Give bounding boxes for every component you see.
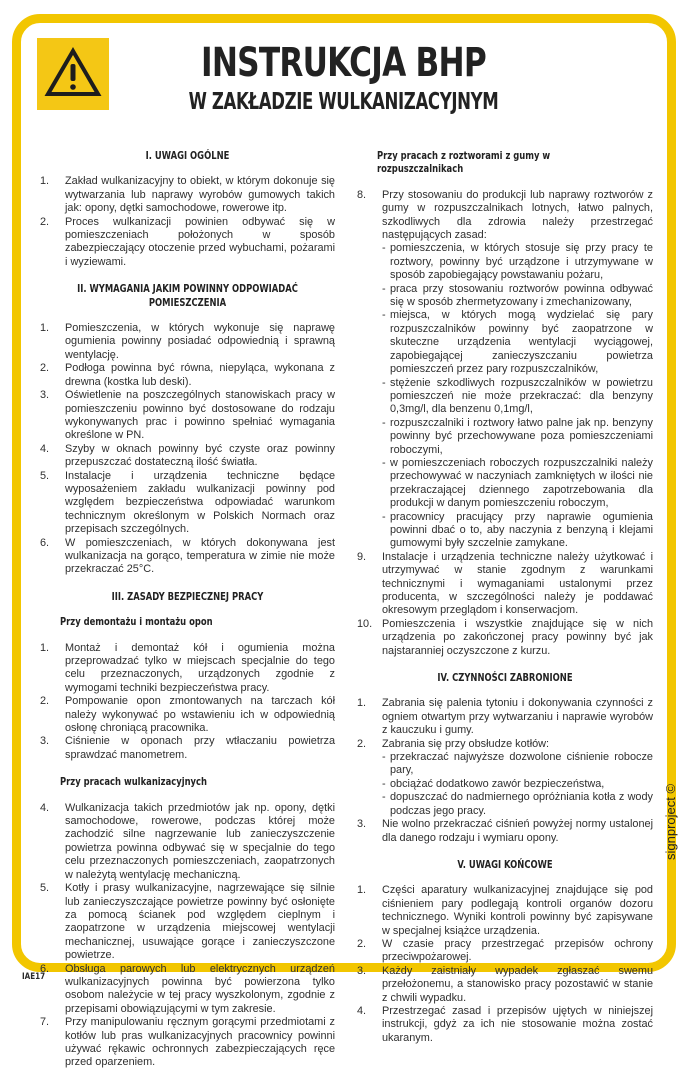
brand-label: signproject © — [663, 783, 678, 860]
bullet-item: - obciążać dodatkowo zawór bezpieczeństwa, — [382, 777, 605, 790]
left-column — [40, 150, 335, 1070]
list-item: 8. Przy stosowaniu do produkcji lub naprawy roztworów z gumy w rozpuszczalnikach lotnych, łatwo palnych, szkodliwych dla zdrowia należy przestrzegać następujących zasad: - pomieszczenia, w których stosuje się przy pracy te roztwory, powinny być urządzone i utrzymywane w sposób zapobiegający powstawaniu pożaru, - praca przy stosowaniu roztworów powinna odbywać się w sposób zhermetyzowany i zmechanizowany, - miejsca, w których mogą wydzielać się pary rozpuszczalników powinny być zaopatrzone w skuteczne urządzenia wentylacji wyciągowej, zapobiegającej zanieczyszczaniu powietrza pomieszczeń przez pary rozpuszczalników, - stężenie szkodliwych rozpuszczalników w powietrzu pomieszczeń nie może przekraczać: dla benzyny 0,3mg/l, dla benzenu 0,1mg/l, - rozpuszczalniki i roztwory łatwo palne jak np. benzyny powinny być przechowywane poza pomieszczeniami roboczymi, - w pomieszczeniach roboczych rozpuszczalniki należy przechowywać w naczyniach zamkniętych w ilości nie przekraczającej dziennego zapotrzebowania dla produkcji w danym pomieszczeniu roboczym, - pracownicy pracujący przy naprawie ogumienia powinni dbać o to, aby naczynia z benzyną i klejami gumowymi były szczelnie zamykane. — [357, 188, 653, 550]
bullet-item: - pomieszczenia, w których stosuje się przy pracy te roztwory, powinny być urządzone i utrzymywane w sposób zapobiegający powstawaniu pożaru, — [382, 242, 653, 282]
section-heading-rooms: II. WYMAGANIA JAKIM POWINNY ODPOWIADAĆ POMIESZCZENIA — [77, 283, 298, 309]
list-item: 6. Obsługa parowych lub elektrycznych urządzeń wulkanizacyjnych powinna być powierzona tylko osobom należycie w tej pracy wyszkolonym, zgodnie z przepisami obowiązującymi w tym zakresie. — [40, 962, 335, 1015]
page-title: INSTRUKCJA BHP — [201, 40, 486, 86]
list-item: 2. Pompowanie opon zmontowanych na tarczach kół należy wykonywać po wstawieniu ich w odpowiednią osłonę chroniącą pracownika. — [40, 695, 335, 735]
list-item: 4. Wulkanizacja takich przedmiotów jak np. opony, dętki samochodowe, rowerowe, podczas której może zachodzić silne nagrzewanie lub zanieczyszczenie powietrza powinna odbywać się w specjalnie do tego celu przeznaczonych pomieszczeniach, zaopatrzonych w należytą wentylację mechaniczną. — [40, 801, 335, 881]
list-item: 2. Proces wulkanizacji powinien odbywać się w pomieszczeniach położonych w sposób zabezpieczający otoczenie przed wybuchami, pożarami i wyziewami. — [40, 215, 335, 268]
list-item: 1. Części aparatury wulkanizacyjnej znajdujące się pod ciśnieniem pary podlegają kontroli organów dozoru technicznego. Wyniki kontroli powinny być zapisywane w specjalnej książce urządzenia. — [357, 884, 653, 937]
list-item: 2. W czasie pracy przestrzegać przepisów ochrony przeciwpożarowej. — [357, 937, 653, 964]
bullet-item: - dopuszczać do nadmiernego opróżniania kotła z wody podczas jego pracy. — [382, 791, 653, 817]
list-item: 1. Zakład wulkanizacyjny to obiekt, w którym dokonuje się wytwarzania lub naprawy wyrobów gumowych takich jak: opony, dętki samochodowe, rowerowe itp. — [40, 175, 335, 215]
section-heading-general: I. UWAGI OGÓLNE — [145, 150, 230, 162]
list-item: 1. Zabrania się palenia tytoniu i dokonywania czynności z ogniem otwartym przy wytwarzaniu i naprawie wyrobów z kauczuku i gumy. — [357, 697, 653, 737]
bullet-item: - rozpuszczalniki i roztwory łatwo palne jak np. benzyny powinny być przechowywane poza pomieszczeniami roboczymi, — [382, 416, 653, 456]
list-item: 6. W pomieszczeniach, w których dokonywana jest wulkanizacja na gorąco, temperatura w zimie nie może przekraczać 25°C. — [40, 536, 335, 576]
list-item: 2. Podłoga powinna być równa, niepyląca, wykonana z drewna (kostka lub deski). — [40, 362, 335, 388]
list-item: 3. Każdy zaistniały wypadek zgłaszać swemu przełożonemu, a stanowisko pracy pozostawić w stanie z chwili wypadku. — [357, 964, 653, 1004]
list-item: 9. Instalacje i urządzenia techniczne należy użytkować i utrzymywać w stanie zgodnym z warunkami technicznymi i wymaganiami ustalonymi przez producenta, w szczególności należy je poddawać okresowym przeglądom i konserwacjom. — [357, 550, 653, 617]
bullet-item: - stężenie szkodliwych rozpuszczalników w powietrzu pomieszczeń nie może przekraczać: dla benzyny 0,3mg/l, dla benzenu 0,1mg/l, — [382, 376, 653, 416]
list-item: 3. Nie wolno przekraczać ciśnień powyżej normy ustalonej dla danego rodzaju i wymiaru opony. — [357, 818, 653, 844]
list-item: 5. Kotły i prasy wulkanizacyjne, nagrzewające się silnie lub zanieczyszczające powietrze powinny być osłonięte za pomocą ścianek pod względem cieplnym i zaopatrzone w urządzenia miejscowej wentylacji mechanicznej, usuwające gorące i zanieczyszczone powietrze. — [40, 882, 335, 962]
list-item: 4. Przestrzegać zasad i przepisów ujętych w niniejszej instrukcji, gdyż za ich nie stosowanie można zostać ukaranym. — [357, 1004, 653, 1044]
page-subtitle: W ZAKŁADZIE WULKANIZACYJNYM — [188, 89, 499, 115]
section-heading-prohibited: IV. CZYNNOŚCI ZABRONIONE — [437, 672, 573, 685]
subheading-tire-mounting: Przy demontażu i montażu opon — [60, 616, 213, 629]
bullet-item: - pracownicy pracujący przy naprawie ogumienia powinni dbać o to, aby naczynia z benzyną i klejami gumowymi były szczelnie zamykane. — [382, 510, 653, 550]
list-item: 4. Szyby w oknach powinny być czyste oraz powinny przepuszczać dostateczną ilość światła. — [40, 442, 335, 469]
section-heading-final: V. UWAGI KOŃCOWE — [457, 858, 553, 871]
list-item: 3. Ciśnienie w oponach przy wtłaczaniu powietrza sprawdzać manometrem. — [40, 735, 335, 761]
section-heading-safe-work: III. ZASADY BEZPIECZNEJ PRACY — [111, 590, 264, 603]
bullet-item: - praca przy stosowaniu roztworów powinna odbywać się w sposób zhermetyzowany i zmechanizowany, — [382, 282, 653, 309]
list-item: 10. Pomieszczenia i wszystkie znajdujące się w nich urządzenia po zakończonej pracy powinny być jak najstaranniej oczyszczone z kurzu. — [357, 617, 653, 657]
list-item: 5. Instalacje i urządzenia techniczne będące wyposażeniem zakładu wulkanizacji powinny pod względem bezpieczeństwa odpowiadać warunkom technicznym określonym w Polskich Normach oraz przepisach szczególnych. — [40, 469, 335, 536]
list-item: 2. Zabrania się przy obsłudze kotłów: - przekraczać najwyższe dozwolone ciśnienie robocze pary, - obciążać dodatkowo zawór bezpieczeństwa, - dopuszczać do nadmiernego opróżniania kotła z wody podczas jego pracy. — [357, 737, 653, 817]
subheading-solvents: Przy pracach z roztworami z gumy w rozpuszczalnikach — [377, 150, 551, 176]
subheading-vulcanization: Przy pracach wulkanizacyjnych — [60, 776, 207, 789]
list-item: 3. Oświetlenie na poszczególnych stanowiskach pracy w pomieszczeniu powinno być dostosowane do rodzaju wykonywanych prac i powinno spełniać wymagania określone w PN. — [40, 389, 335, 442]
product-code: IAE17 — [22, 972, 46, 982]
list-item: 1. Montaż i demontaż kół i ogumienia można przeprowadzać tylko w miejscach specjalnie do tego celu przeznaczonych, urządzonych zgodnie z wymogami techniki bezpieczeństwa pracy. — [40, 641, 335, 694]
bullet-item: - miejsca, w których mogą wydzielać się pary rozpuszczalników powinny być zaopatrzone w skuteczne urządzenia wentylacji wyciągowej, zapobiegającej zanieczyszczaniu powietrza pomieszczeń przez pary rozpuszczalników, — [382, 309, 653, 376]
list-item: 7. Przy manipulowaniu ręcznym gorącymi przedmiotami z kotłów lub pras wulkanizacyjnych pracownicy powinni używać rękawic ochronnych zabezpieczających ręce przed oparzeniem. — [40, 1016, 335, 1069]
bullet-item: - w pomieszczeniach roboczych rozpuszczalniki należy przechowywać w naczyniach zamkniętych w ilości nie przekraczającej dziennego zapotrzebowania dla produkcji w danym pomieszczeniu roboczym, — [382, 456, 653, 510]
right-column — [357, 150, 653, 1045]
list-item: 1. Pomieszczenia, w których wykonuje się naprawę ogumienia powinny posiadać odpowiednią i sprawną wentylację. — [40, 322, 335, 361]
bullet-item: - przekraczać najwyższe dozwolone ciśnienie robocze pary, — [382, 751, 653, 777]
